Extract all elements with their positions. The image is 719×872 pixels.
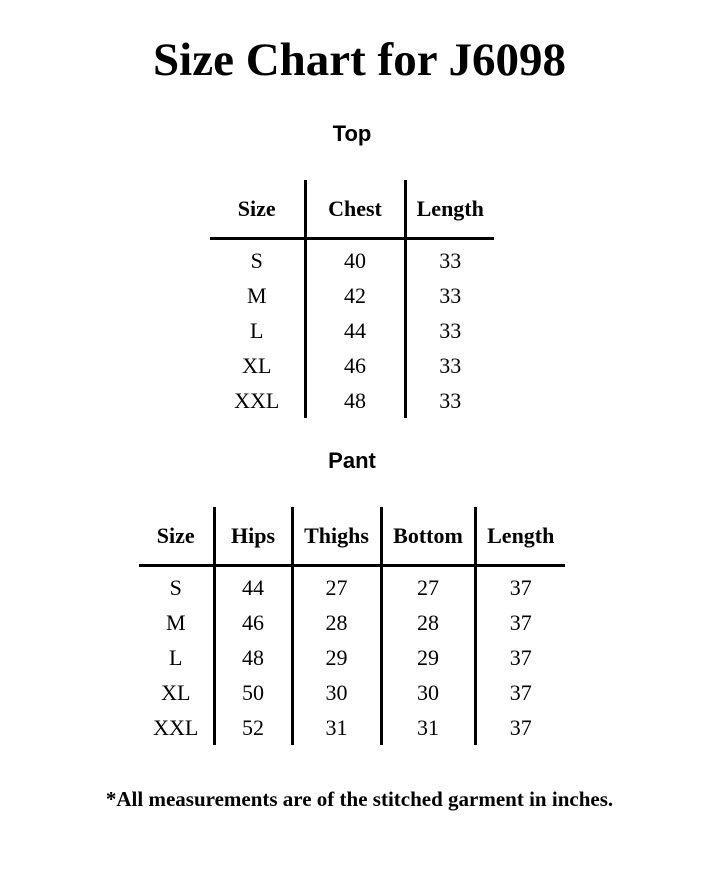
column-header-chest: Chest <box>305 180 405 239</box>
thighs-cell: 28 <box>292 605 381 640</box>
column-header-hips: Hips <box>214 507 292 566</box>
thighs-cell: 29 <box>292 640 381 675</box>
size-cell: L <box>250 318 264 343</box>
table-row <box>139 675 565 710</box>
length-cell: 37 <box>475 605 565 640</box>
measurement-footnote: *All measurements are of the stitched garment in inches. <box>105 787 614 811</box>
column-header-length: Length <box>475 507 565 566</box>
table-row <box>210 383 494 418</box>
column-header-size: Size <box>210 180 305 239</box>
table-row <box>139 710 565 745</box>
length-cell: 37 <box>475 640 565 675</box>
hips-cell: 46 <box>214 605 292 640</box>
bottom-cell: 30 <box>381 675 475 710</box>
hips-cell: 44 <box>214 566 292 606</box>
length-cell: 37 <box>475 675 565 710</box>
column-header-thighs: Thighs <box>292 507 381 566</box>
length-cell: 33 <box>405 239 494 279</box>
column-header-size: Size <box>139 507 214 566</box>
size-cell: XXL <box>153 715 199 740</box>
chest-cell: 44 <box>305 313 405 348</box>
hips-cell: 50 <box>214 675 292 710</box>
table-row <box>210 348 494 383</box>
bottom-cell: 28 <box>381 605 475 640</box>
thighs-cell: 30 <box>292 675 381 710</box>
column-header-length: Length <box>405 180 494 239</box>
size-cell: S <box>250 248 263 273</box>
size-cell: XL <box>242 353 272 378</box>
size-cell: M <box>246 283 267 308</box>
size-cell: XXL <box>234 388 280 413</box>
length-cell: 33 <box>405 383 494 418</box>
bottom-cell: 31 <box>381 710 475 745</box>
length-cell: 33 <box>405 278 494 313</box>
table-row <box>210 313 494 348</box>
chest-cell: 40 <box>305 239 405 279</box>
length-cell: 33 <box>405 313 494 348</box>
table-row <box>139 640 565 675</box>
length-cell: 37 <box>475 566 565 606</box>
bottom-cell: 27 <box>381 566 475 606</box>
page-title: Size Chart for J6098 <box>153 34 566 86</box>
chest-cell: 46 <box>305 348 405 383</box>
chest-cell: 42 <box>305 278 405 313</box>
table-header-row <box>139 507 565 566</box>
top-section-title: Top <box>332 121 372 146</box>
chest-cell: 48 <box>305 383 405 418</box>
table-header-row <box>210 180 494 239</box>
size-cell: XL <box>161 680 191 705</box>
hips-cell: 48 <box>214 640 292 675</box>
thighs-cell: 27 <box>292 566 381 606</box>
size-cell: M <box>165 610 186 635</box>
thighs-cell: 31 <box>292 710 381 745</box>
length-cell: 33 <box>405 348 494 383</box>
pant-section-title: Pant <box>328 448 376 473</box>
top-size-table <box>210 180 494 418</box>
table-row <box>210 278 494 313</box>
size-cell: S <box>169 575 182 600</box>
size-cell: L <box>169 645 183 670</box>
hips-cell: 52 <box>214 710 292 745</box>
table-row <box>139 605 565 640</box>
bottom-cell: 29 <box>381 640 475 675</box>
length-cell: 37 <box>475 710 565 745</box>
table-row <box>139 566 565 606</box>
table-row <box>210 239 494 279</box>
column-header-bottom: Bottom <box>381 507 475 566</box>
pant-size-table <box>139 507 565 745</box>
